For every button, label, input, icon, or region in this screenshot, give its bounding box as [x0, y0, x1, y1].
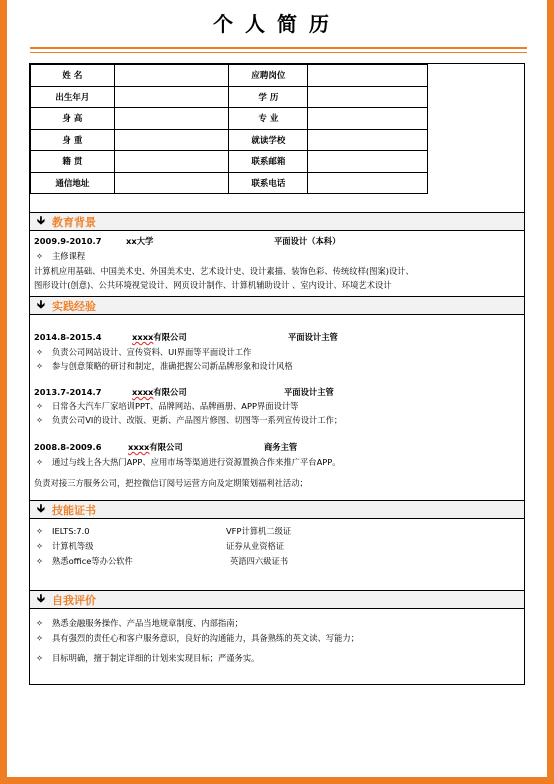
info-value[interactable] [114, 172, 229, 194]
diamond-bullet-icon: ✧ [36, 633, 43, 643]
title-rule-thick [30, 47, 527, 49]
arrow-down-icon: 🡳 [37, 592, 45, 605]
info-value[interactable] [308, 172, 428, 194]
info-label: 联系邮箱 [229, 151, 308, 173]
self-item [34, 652, 259, 664]
info-label: 出生年月 [31, 86, 115, 108]
info-label: 身 重 [31, 129, 115, 151]
section-education-header [30, 212, 524, 231]
cert-item: 英語四六級证书 [230, 556, 289, 566]
courses-line: 计算机应用基础、中国美术史、外国美术史、艺术设计史、设计素描、装饰色彩、传统纹样(图案)设计、 [34, 266, 414, 276]
company-mark: xxxx [128, 442, 150, 452]
self-item [34, 632, 359, 644]
job-item-text: 日常各大汽车厂家培训PPT、品牌网站、品牌画册、APP界面设计等 [52, 401, 299, 411]
arrow-down-icon: 🡳 [37, 298, 45, 311]
diamond-bullet-icon: ✧ [36, 347, 43, 357]
info-value[interactable] [114, 129, 229, 151]
info-value[interactable] [308, 129, 428, 151]
job-company [128, 441, 183, 453]
company-mark: xxxx [132, 332, 154, 342]
company-mark: xxxx [132, 387, 154, 397]
diamond-bullet-icon: ✧ [36, 653, 43, 663]
self-item-text: 具有强烈的责任心和客户服务意识，良好的沟通能力，具备熟练的英文读、写能力； [52, 633, 359, 643]
company-name: 有限公司 [153, 332, 187, 342]
job-item [34, 360, 293, 372]
courses-label-line [34, 250, 85, 262]
job-item-text: 通过与线上各大热门APP、应用市场等渠道进行资源置换合作来推广平台APP。 [52, 457, 341, 467]
section-title: 实践经验 [52, 299, 96, 313]
info-label: 联系电话 [229, 172, 308, 194]
section-title: 教育背景 [52, 215, 96, 229]
job-item [34, 400, 298, 412]
diamond-bullet-icon: ✧ [36, 556, 43, 566]
self-item-text: 目标明确，擅于制定详细的计划来实现目标；严谨务实。 [52, 653, 260, 663]
info-value[interactable] [308, 86, 428, 108]
education-period: 2009.9-2010.7 [34, 236, 102, 246]
job-role: 平面设计主管 [284, 387, 334, 397]
info-row [31, 129, 428, 151]
courses-line: 图形设计(创意)、公共环境视觉设计、网页设计制作、计算机辅助设计 、室内设计、环境艺术设计 [34, 280, 392, 290]
company-name: 有限公司 [149, 442, 183, 452]
resume-sheet [29, 63, 525, 685]
info-row [31, 151, 428, 173]
courses-label: 主修课程 [52, 251, 86, 261]
self-item [34, 617, 243, 629]
job-item [34, 346, 251, 358]
info-label: 身 高 [31, 108, 115, 130]
page-title: 个人简历 [213, 12, 341, 36]
cert-item: 计算机等级 [52, 541, 94, 551]
info-label: 通信地址 [31, 172, 115, 194]
info-row [31, 86, 428, 108]
info-label: 专 业 [229, 108, 308, 130]
job-item [34, 456, 341, 468]
job-item-text: 负责公司网站设计、宣传资料、UI界面等平面设计工作 [52, 347, 252, 357]
job-role: 商务主管 [264, 442, 298, 452]
info-value[interactable] [114, 86, 229, 108]
section-self-header [30, 590, 524, 609]
job-period: 2013.7-2014.7 [34, 387, 102, 397]
diamond-bullet-icon: ✧ [36, 251, 43, 261]
diamond-bullet-icon: ✧ [36, 541, 43, 551]
diamond-bullet-icon: ✧ [36, 361, 43, 371]
education-major: 平面设计（本科） [274, 236, 341, 246]
practice-note: 负责对接三方服务公司，把控微信订阅号运营方向及定期策划福利社活动； [34, 478, 308, 488]
diamond-bullet-icon: ✧ [36, 457, 43, 467]
section-title: 自我评价 [52, 593, 96, 607]
cert-item: VFP计算机二级证 [226, 526, 292, 536]
cert-item: 证券从业资格证 [226, 541, 285, 551]
cert-row [34, 555, 289, 567]
info-value[interactable] [308, 65, 428, 87]
info-value[interactable] [308, 108, 428, 130]
job-item-text: 负责公司VI的设计、改版、更新、产品图片修图、切图等一系列宣传设计工作； [52, 415, 343, 425]
info-label: 应聘岗位 [229, 65, 308, 87]
info-value[interactable] [114, 108, 229, 130]
job-header [34, 386, 334, 398]
company-name: 有限公司 [153, 387, 187, 397]
section-certs-header [30, 500, 524, 519]
diamond-bullet-icon: ✧ [36, 526, 43, 536]
diamond-bullet-icon: ✧ [36, 415, 43, 425]
job-role: 平面设计主管 [288, 332, 338, 342]
title-rule-thin [30, 52, 527, 53]
info-row [31, 172, 428, 194]
cert-item: IELTS:7.0 [52, 526, 90, 536]
section-title: 技能证书 [52, 503, 96, 517]
job-header [34, 441, 298, 453]
job-item-text: 参与创意策略的研讨和制定，准确把握公司新品牌形象和设计风格 [52, 361, 293, 371]
job-header [34, 331, 338, 343]
job-period: 2008.8-2009.6 [34, 442, 102, 452]
cert-row [34, 540, 285, 552]
cert-item: 熟悉office等办公软件 [52, 556, 133, 566]
job-company [132, 331, 187, 343]
education-school: xx大学 [126, 236, 154, 246]
cert-row [34, 525, 292, 537]
info-value[interactable] [114, 65, 229, 87]
info-label: 学 历 [229, 86, 308, 108]
section-practice-header [30, 296, 524, 315]
info-value[interactable] [114, 151, 229, 173]
info-label: 籍 贯 [31, 151, 115, 173]
arrow-down-icon: 🡳 [37, 502, 45, 515]
info-row [31, 108, 428, 130]
arrow-down-icon: 🡳 [37, 214, 45, 227]
diamond-bullet-icon: ✧ [36, 618, 43, 628]
info-row [31, 65, 428, 87]
personal-info-table [30, 64, 428, 194]
info-label: 就读学校 [229, 129, 308, 151]
education-entry [34, 235, 341, 247]
info-label: 姓 名 [31, 65, 115, 87]
info-value[interactable] [308, 151, 428, 173]
diamond-bullet-icon: ✧ [36, 401, 43, 411]
job-company [132, 386, 187, 398]
self-item-text: 熟悉金融服务操作、产品当地规章制度、内部指南； [52, 618, 243, 628]
job-item [34, 414, 342, 426]
job-period: 2014.8-2015.4 [34, 332, 102, 342]
